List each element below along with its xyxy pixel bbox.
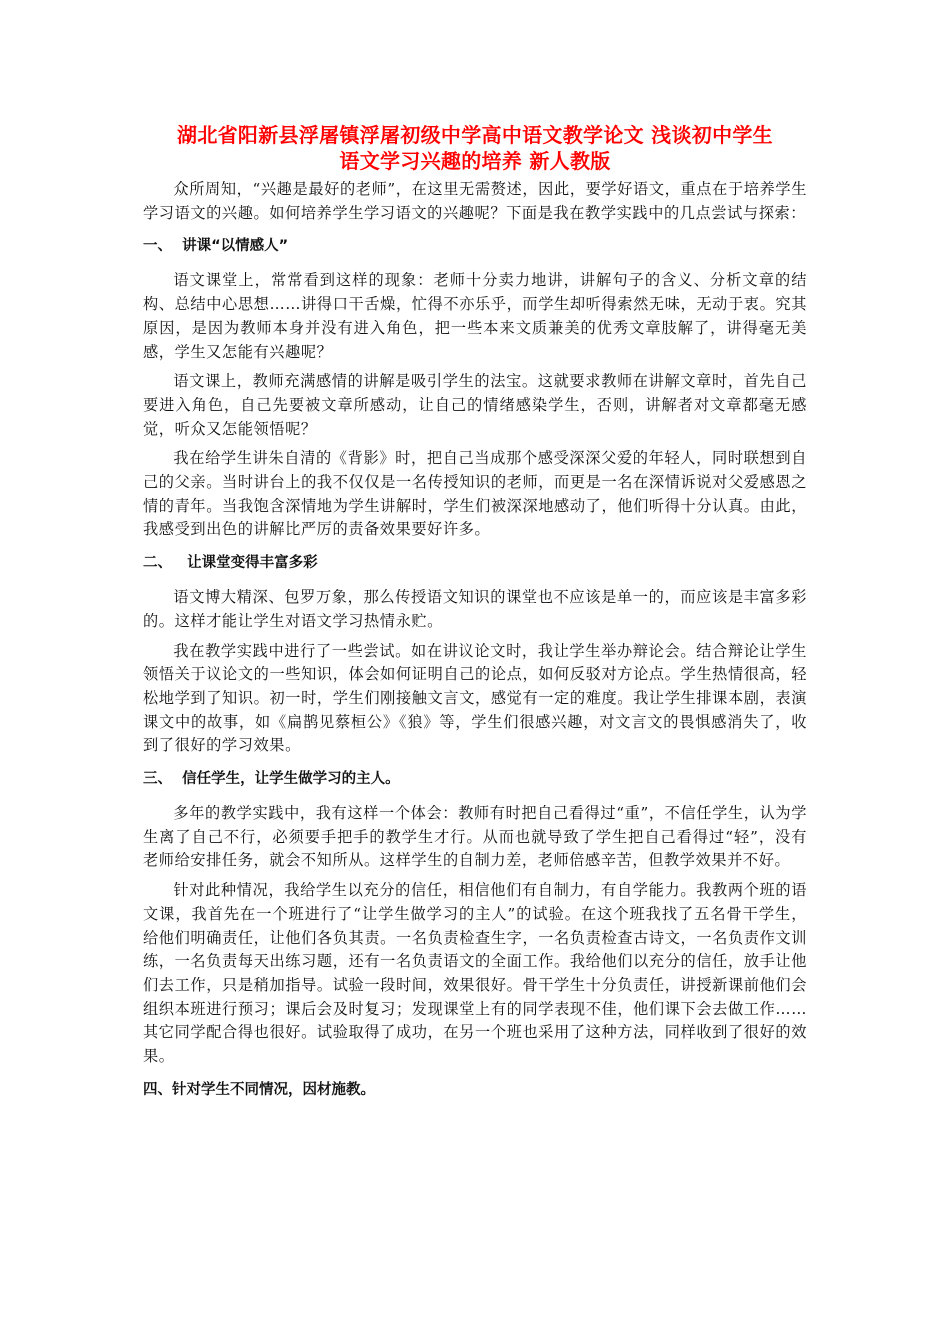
section-3-paragraph-2: 针对此种情况，我给学生以充分的信任，相信他们有自制力，有自学能力。我教两个班的语文课，我首先在一个班进行了“让学生做学习的主人”的试验。在这个班我找了五名骨干学生，给他们明确责任，让他们各负其责。一名负责检查生字，一名负责检查古诗文，一名负责作文训练，一名负责每天出练习题，还有一名负责语文的全面工作。我给他们以充分的信任，放手让他们去工作，只是稍加指导。试验一段时间，效果很好。骨干学生十分负责任，讲授新课前他们会组织本班进行预习；课后会及时复习；发现课堂上有的同学表现不佳，他们课下会去做工作……其它同学配合得也很好。试验取得了成功，在另一个班也采用了这种方法，同样收到了很好的效果。	[143, 881, 807, 1066]
title-line-2: 语文学习兴趣的培养 新人教版	[339, 149, 611, 173]
section-1-paragraph-2: 语文课上，教师充满感情的讲解是吸引学生的法宝。这就要求教师在讲解文章时，首先自己要进入角色，自己先要被文章所感动，让自己的情绪感染学生，否则，讲解者对文章都毫无感觉，听众又怎能领悟呢？	[143, 372, 807, 438]
section-2-paragraph-1: 语文博大精深、包罗万象，那么传授语文知识的课堂也不应该是单一的，而应该是丰富多彩的。这样才能让学生对语文学习热情永贮。	[143, 588, 807, 630]
document-title	[143, 122, 807, 174]
section-1-paragraph-3: 我在给学生讲朱自清的《背影》时，把自己当成那个感受深深父爱的年轻人，同时联想到自己的父亲。当时讲台上的我不仅仅是一名传授知识的老师，而更是一名在深情诉说对父爱感恩之情的青年。当我饱含深情地为学生讲解时，学生们被深深地感动了，他们听得十分认真。由此，我感受到出色的讲解比严厉的责备效果要好许多。	[143, 449, 807, 539]
section-heading-3: 三、 信任学生，让学生做学习的主人。	[143, 771, 400, 788]
section-2-paragraph-2: 我在教学实践中进行了一些尝试。如在讲议论文时，我让学生举办辩论会。结合辩论让学生领悟关于议论文的一些知识，体会如何证明自己的论点，如何反驳对方论点。学生热情很高，轻松地学到了知识。初一时，学生们刚接触文言文，感觉有一定的难度。我让学生排课本剧，表演课文中的故事，如《扁鹊见蔡桓公》《狼》等，学生们很感兴趣，对文言文的畏惧感消失了，收到了很好的学习效果。	[143, 641, 807, 755]
document-page	[143, 122, 807, 1113]
title-line-1: 湖北省阳新县浮屠镇浮屠初级中学高中语文教学论文 浅谈初中学生	[177, 123, 773, 147]
section-3-paragraph-1: 多年的教学实践中，我有这样一个体会：教师有时把自己看得过“重”，不信任学生，认为学生离了自己不行，必须要手把手的教学生才行。从而也就导致了学生把自己看得过“轻”，没有老师给安排任务，就会不知所从。这样学生的自制力差，老师倍感辛苦，但教学效果并不好。	[143, 804, 807, 870]
section-heading-1: 一、 讲课“以情感人”	[143, 238, 289, 255]
intro-paragraph: 众所周知，“兴趣是最好的老师”，在这里无需赘述，因此，要学好语文，重点在于培养学生学习语文的兴趣。如何培养学生学习语文的兴趣呢？下面是我在教学实践中的几点尝试与探索：	[143, 180, 807, 222]
section-heading-2: 二、 让课堂变得丰富多彩	[143, 555, 318, 572]
section-1-paragraph-1: 语文课堂上，常常看到这样的现象：老师十分卖力地讲，讲解句子的含义、分析文章的结构、总结中心思想……讲得口干舌燥，忙得不亦乐乎，而学生却听得索然无味，无动于衷。究其原因，是因为教师本身并没有进入角色，把一些本来文质兼美的优秀文章肢解了，讲得毫无美感，学生又怎能有兴趣呢？	[143, 271, 807, 361]
section-heading-4: 四、针对学生不同情况，因材施教。	[143, 1081, 375, 1098]
